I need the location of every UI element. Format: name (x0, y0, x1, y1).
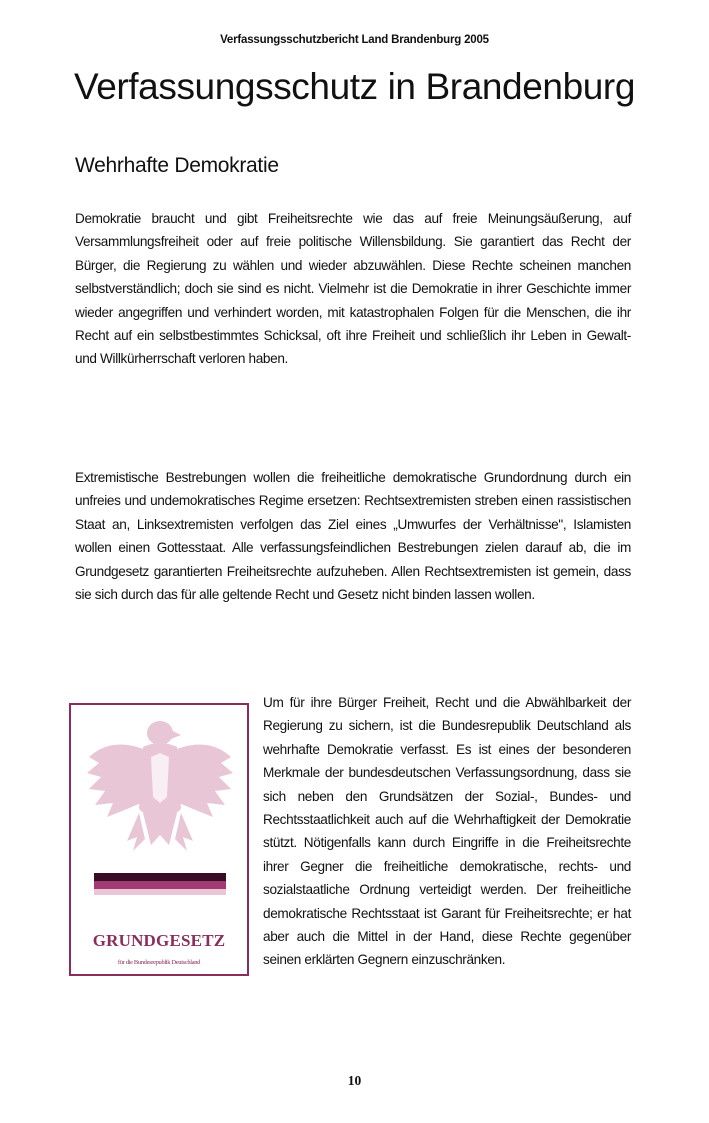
page-title: Verfassungsschutz in Brandenburg (73, 66, 636, 107)
paragraph-2: Extremistische Bestrebungen wollen die freiheitliche demokratische Grundordnung durch ein unfreies und undemokratisches Regime ersetzen: Rechtsextremisten streben einen rassistischen Staat an, Linksextremisten verfolgen das Ziel eines „Umwurfes der Verhältnisse", Islamisten wollen einen Gottesstaat. Alle verfassungsfeindlichen Bestrebungen zielen darauf ab, die im Grundgesetz garantierten Freiheitsrechte aufzuheben. Allen Rechtsextremisten ist gemein, dass sie sich durch das für alle geltende Recht und Gesetz nicht binden lassen wollen. (75, 470, 631, 603)
flag-stripe-mid (94, 881, 226, 889)
cover-title: GRUNDGESETZ (92, 931, 226, 950)
running-head: Verfassungsschutzbericht Land Brandenburg 2005 (220, 34, 489, 46)
paragraph-1: Demokratie braucht und gibt Freiheitsrechte wie das auf freie Meinungsäußerung, auf Versammlungsfreiheit oder auf freie politische Willensbildung. Sie garantiert das Recht der Bürger, die Regierung zu wählen und wieder abzuwählen. Diese Rechte scheinen manchen selbstverständlich; doch sie sind es nicht. Vielmehr ist die Demokratie in ihrer Geschichte immer wieder angegriffen und verhindert worden, mit katastrophalen Folgen für die Menschen, die ihr Recht auf ein selbstbestimmtes Schicksal, oft ihre Freiheit und schließlich ihr Leben in Gewalt- und Willkürherrschaft verloren haben. (75, 211, 631, 367)
flag-stripe-light (94, 889, 226, 895)
paragraph-3: Um für ihre Bürger Freiheit, Recht und die Abwählbarkeit der Regierung zu sichern, ist die Bundesrepublik Deutschland als wehrhafte Demokratie verfasst. Es ist eines der besonderen Merkmale der bundesdeutschen Verfassungsordnung, dass sie sich neben den Grundsätzen der Sozial-, Bundes- und Rechtsstaatlichkeit auch auf die Wehrhaftigkeit der Demokratie stützt. Nötigenfalls kann durch Eingriffe in die Freiheitsrechte ihrer Gegner die freiheitliche demokratische, rechts- und sozialstaatliche Ordnung verteidigt werden. Der freiheitliche demokratische Rechtsstaat ist Garant für Freiheitsrechte; er hat aber auch die Mittel in der Hand, diese Rechte gegenüber seinen erklärten Gegnern einzuschränken. (263, 695, 631, 968)
section-heading: Wehrhafte Demokratie (75, 154, 279, 177)
federal-eagle-icon (81, 713, 239, 871)
page-number: 10 (347, 1073, 362, 1088)
grundgesetz-cover-image (69, 703, 249, 976)
paragraph-3-block (75, 691, 631, 980)
cover-subtitle: für die Bundesrepublik Deutschland (117, 959, 201, 966)
flag-stripe-dark (94, 873, 226, 881)
